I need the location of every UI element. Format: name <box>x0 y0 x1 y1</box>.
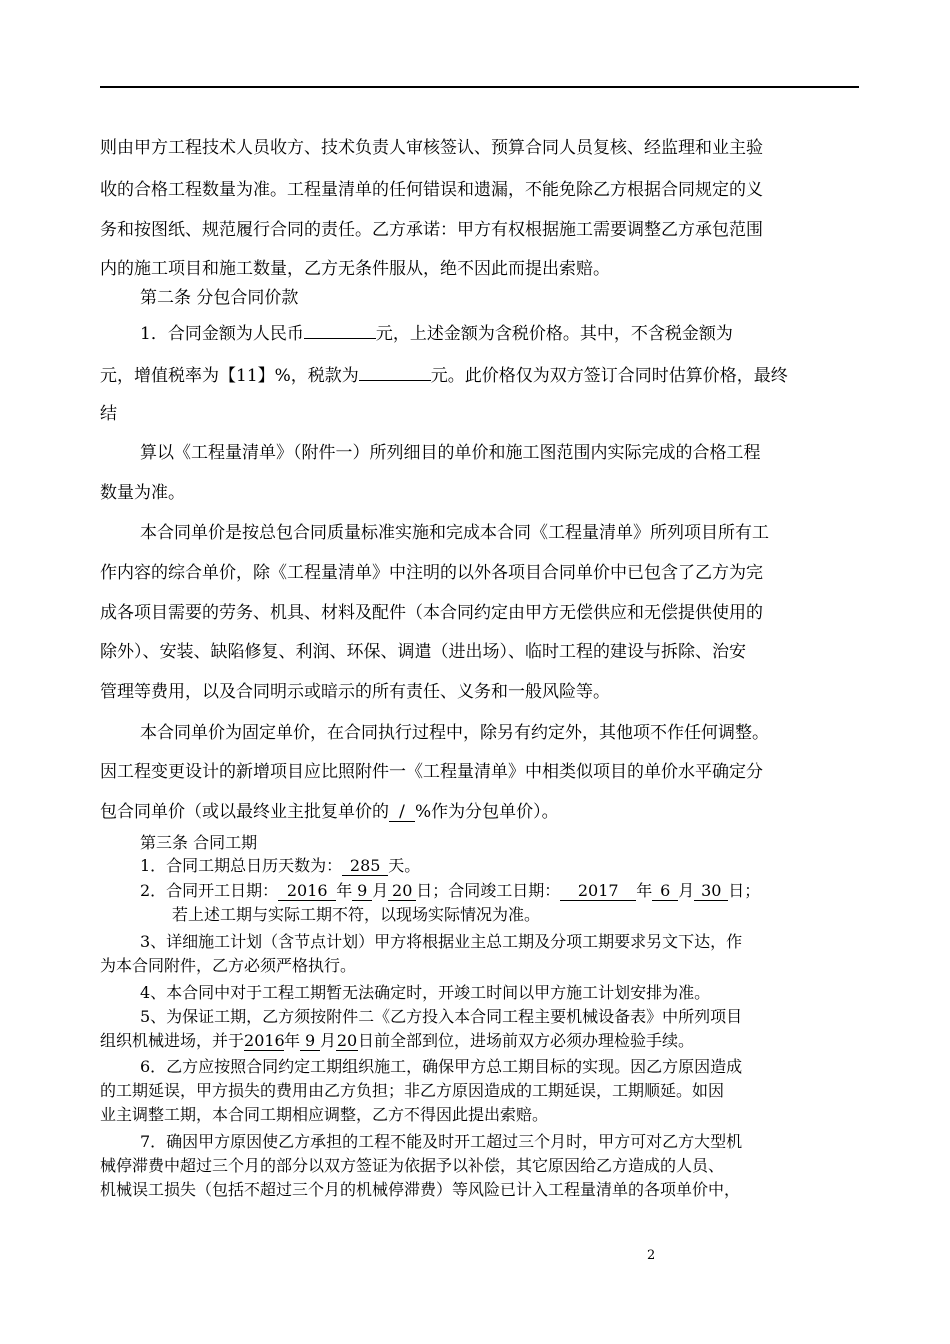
body-line: 数量为准。 <box>100 483 185 503</box>
text: 1．合同工期总日历天数为： <box>140 856 343 875</box>
text: 月 <box>678 881 695 900</box>
body-line: 内的施工项目和施工数量，乙方无条件服从，绝不因此而提出索赔。 <box>100 259 610 279</box>
start-end-date-line <box>140 881 760 901</box>
total-days-line <box>140 856 420 876</box>
text: 元，上述金额为含税价格。其中，不含税金额为 <box>375 324 733 344</box>
body-line: 收的合格工程数量为准。工程量清单的任何错误和遗漏，不能免除乙方根据合同规定的义 <box>100 180 763 200</box>
body-line: 管理等费用，以及合同明示或暗示的所有责任、义务和一般风险等。 <box>100 682 610 702</box>
tax-rate-line <box>100 366 788 386</box>
body-line: 务和按图纸、规范履行合同的责任。乙方承诺：甲方有权根据施工需要调整乙方承包范围 <box>100 220 763 240</box>
body-line: 算以《工程量清单》（附件一）所列细目的单价和施工图范围内实际完成的合格工程 <box>140 443 761 463</box>
text: 日；合同竣工日期： <box>416 881 561 900</box>
body-line: 结 <box>100 404 117 424</box>
text: 年 <box>636 881 653 900</box>
contract-amount-line <box>140 324 733 344</box>
page-number: 2 <box>647 1248 656 1263</box>
start-year: 2016 <box>278 882 336 901</box>
text: 年 <box>284 1031 301 1050</box>
amount-blank <box>304 338 376 339</box>
text: 元。此价格仅为双方签订合同时估算价格，最终 <box>430 366 788 386</box>
text: 元，增值税率为【11】%，税款为 <box>100 366 359 386</box>
body-line: 4、本合同中对于工程工期暂无法确定时，开竣工时间以甲方施工计划安排为准。 <box>140 983 711 1002</box>
equipment-month: 9 <box>300 1032 320 1051</box>
total-days-value: 285 <box>342 857 388 876</box>
text: 2．合同开工日期： <box>140 881 279 900</box>
article-3-heading: 第三条 合同工期 <box>140 833 258 852</box>
unit-price-ratio-line <box>100 802 559 822</box>
text: 组织机械进场，并于 <box>100 1031 245 1050</box>
text: 月 <box>320 1031 337 1050</box>
body-line: 的工期延误，甲方损失的费用由乙方负担；非乙方原因造成的工期延误，工期顺延。如因 <box>100 1081 725 1100</box>
equipment-day: 20 <box>336 1031 358 1050</box>
body-line: 7．确因甲方原因使乙方承担的工程不能及时开工超过三个月时，甲方可对乙方大型机 <box>140 1132 743 1151</box>
text: 日前全部到位，进场前双方必须办理检验手续。 <box>358 1031 695 1050</box>
body-line: 若上述工期与实际工期不符，以现场实际情况为准。 <box>172 905 541 924</box>
equipment-year: 2016 <box>244 1031 285 1050</box>
start-month: 9 <box>352 882 372 901</box>
text: 天。 <box>388 856 421 875</box>
body-line: 因工程变更设计的新增项目应比照附件一《工程量清单》中相类似项目的单价水平确定分 <box>100 762 763 782</box>
text: 月 <box>372 881 389 900</box>
body-line: 则由甲方工程技术人员收方、技术负责人审核签认、预算合同人员复核、经监理和业主验 <box>100 138 763 158</box>
tax-blank <box>359 380 431 381</box>
end-year: 2017 <box>560 882 636 901</box>
text: 1．合同金额为人民币 <box>140 324 304 344</box>
body-line: 成各项目需要的劳务、机具、材料及配件（本合同约定由甲方无偿供应和无偿提供使用的 <box>100 603 763 623</box>
body-line: 作内容的综合单价，除《工程量清单》中注明的以外各项目合同单价中已包含了乙方为完 <box>100 563 763 583</box>
body-line: 机械误工损失（包括不超过三个月的机械停滞费）等风险已计入工程量清单的各项单价中， <box>100 1180 741 1199</box>
body-line: 3、详细施工计划（含节点计划）甲方将根据业主总工期及分项工期要求另文下达，作 <box>140 932 743 951</box>
body-line: 本合同单价是按总包合同质量标准实施和完成本合同《工程量清单》所列项目所有工 <box>140 523 769 543</box>
body-line: 5、为保证工期，乙方须按附件二《乙方投入本合同工程主要机械设备表》中所列项目 <box>140 1007 743 1026</box>
text: %作为分包单价）。 <box>415 802 559 822</box>
text: 日； <box>728 881 761 900</box>
start-day: 20 <box>388 882 416 901</box>
article-2-heading: 第二条 分包合同价款 <box>140 288 299 308</box>
body-line: 本合同单价为固定单价，在合同执行过程中，除另有约定外，其他项不作任何调整。 <box>140 723 769 743</box>
text: 包合同单价（或以最终业主批复单价的 <box>100 802 389 822</box>
ratio-value: / <box>389 803 415 822</box>
body-line: 除外）、安装、缺陷修复、利润、环保、调遣（进出场）、临时工程的建设与拆除、治安 <box>100 642 746 662</box>
end-day: 30 <box>694 882 728 901</box>
text: 年 <box>336 881 353 900</box>
end-month: 6 <box>652 882 678 901</box>
equipment-date-line <box>100 1031 694 1051</box>
header-rule <box>100 86 859 88</box>
body-line: 械停滞费中超过三个月的部分以双方签证为依据予以补偿，其它原因给乙方造成的人员、 <box>100 1156 725 1175</box>
body-line: 6．乙方应按照合同约定工期组织施工，确保甲方总工期目标的实现。因乙方原因造成 <box>140 1057 743 1076</box>
body-line: 业主调整工期，本合同工期相应调整，乙方不得因此提出索赔。 <box>100 1105 549 1124</box>
body-line: 为本合同附件，乙方必须严格执行。 <box>100 956 357 975</box>
